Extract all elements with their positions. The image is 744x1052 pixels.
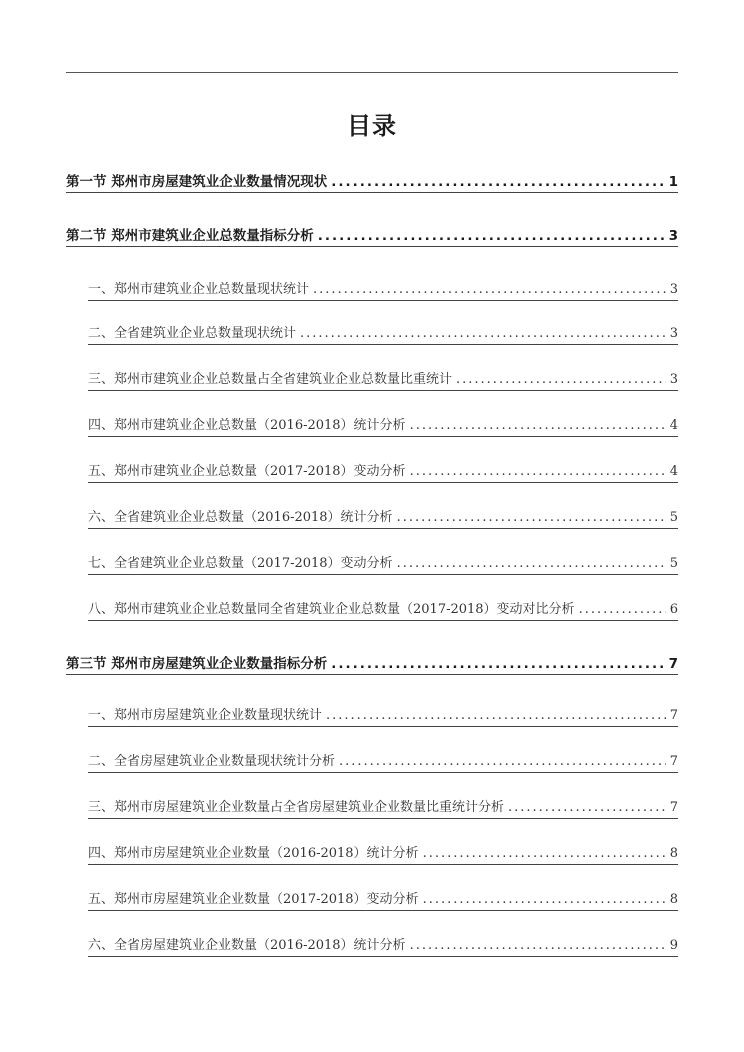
toc-entry-2-5[interactable] — [88, 463, 678, 483]
toc-page-number: 7 — [668, 656, 678, 672]
toc-entry-text: 五、郑州市建筑业企业总数量（2017-2018）变动分析 — [88, 464, 406, 479]
toc-entry-text: 一、郑州市房屋建筑业企业数量现状统计 — [88, 708, 323, 723]
toc-entry-text: 六、全省建筑业企业总数量（2016-2018）统计分析 — [88, 510, 393, 525]
toc-leader-dots — [410, 417, 666, 435]
toc-entry-text: 第二节 郑州市建筑业企业总数量指标分析 — [66, 228, 314, 244]
toc-leader-dots — [456, 371, 666, 389]
toc-page-number: 3 — [669, 326, 678, 341]
toc-entry-2-1[interactable] — [88, 281, 678, 301]
toc-entry-2-7[interactable] — [88, 555, 678, 575]
toc-page-number: 7 — [669, 708, 678, 723]
toc-entry-text: 四、郑州市房屋建筑业企业数量（2016-2018）统计分析 — [88, 846, 419, 861]
toc-page-number: 4 — [669, 464, 678, 479]
toc-entry-text: 四、郑州市建筑业企业总数量（2016-2018）统计分析 — [88, 418, 406, 433]
toc-page-number: 1 — [668, 174, 678, 190]
toc-leader-dots — [339, 753, 666, 771]
toc-entry-text: 一、郑州市建筑业企业总数量现状统计 — [88, 282, 310, 297]
toc-entry-text: 三、郑州市建筑业企业总数量占全省建筑业企业总数量比重统计 — [88, 372, 453, 387]
header-rule — [66, 72, 678, 73]
toc-entry-text: 八、郑州市建筑业企业总数量同全省建筑业企业总数量（2017-2018）变动对比分析 — [88, 602, 575, 617]
toc-entry-3-2[interactable] — [88, 753, 678, 773]
toc-leader-dots — [508, 799, 666, 817]
toc-leader-dots — [423, 891, 666, 909]
toc-leader-dots — [397, 509, 666, 527]
toc-entry-section-3[interactable] — [66, 655, 678, 675]
toc-entry-2-6[interactable] — [88, 509, 678, 529]
toc-entry-3-5[interactable] — [88, 891, 678, 911]
toc-leader-dots — [423, 845, 666, 863]
toc-page-number: 8 — [669, 892, 678, 907]
toc-page-number: 3 — [669, 372, 678, 387]
toc-entry-text: 二、全省房屋建筑业企业数量现状统计分析 — [88, 754, 336, 769]
toc-entry-text: 三、郑州市房屋建筑业企业数量占全省房屋建筑业企业数量比重统计分析 — [88, 800, 505, 815]
page-title: 目录 — [347, 112, 397, 140]
toc-leader-dots — [410, 937, 666, 955]
toc-page-number: 3 — [668, 228, 678, 244]
toc-page-number: 9 — [669, 938, 678, 953]
toc-entry-2-2[interactable] — [88, 325, 678, 345]
toc-entry-section-2[interactable] — [66, 227, 678, 247]
toc-page-number: 6 — [669, 602, 678, 617]
toc-page-number: 8 — [669, 846, 678, 861]
toc-page-number: 3 — [669, 282, 678, 297]
toc-leader-dots — [331, 655, 664, 673]
toc-page-number: 7 — [669, 800, 678, 815]
toc-leader-dots — [318, 227, 665, 245]
toc-entry-2-4[interactable] — [88, 417, 678, 437]
toc-entry-2-8[interactable] — [88, 601, 678, 621]
toc-leader-dots — [397, 555, 666, 573]
toc-page-number: 4 — [669, 418, 678, 433]
toc-leader-dots — [300, 325, 666, 343]
toc-page-number: 5 — [669, 510, 678, 525]
toc-entry-text: 二、全省建筑业企业总数量现状统计 — [88, 326, 297, 341]
toc-entry-3-4[interactable] — [88, 845, 678, 865]
toc-entry-text: 七、全省建筑业企业总数量（2017-2018）变动分析 — [88, 556, 393, 571]
toc-entry-3-3[interactable] — [88, 799, 678, 819]
toc-entry-text: 第三节 郑州市房屋建筑业企业数量指标分析 — [66, 656, 328, 672]
toc-leader-dots — [326, 707, 666, 725]
toc-leader-dots — [579, 601, 666, 619]
toc-entry-text: 五、郑州市房屋建筑业企业数量（2017-2018）变动分析 — [88, 892, 419, 907]
toc-entry-3-6[interactable] — [88, 937, 678, 957]
toc-leader-dots — [313, 281, 666, 299]
toc-leader-dots — [410, 463, 666, 481]
toc-entry-text: 六、全省房屋建筑业企业数量（2016-2018）统计分析 — [88, 938, 406, 953]
toc-page-number: 5 — [669, 556, 678, 571]
toc-entry-section-1[interactable] — [66, 173, 678, 193]
toc-entry-text: 第一节 郑州市房屋建筑业企业数量情况现状 — [66, 174, 328, 190]
toc-entry-2-3[interactable] — [88, 371, 678, 391]
toc-leader-dots — [331, 173, 664, 191]
toc-page-number: 7 — [669, 754, 678, 769]
toc-entry-3-1[interactable] — [88, 707, 678, 727]
